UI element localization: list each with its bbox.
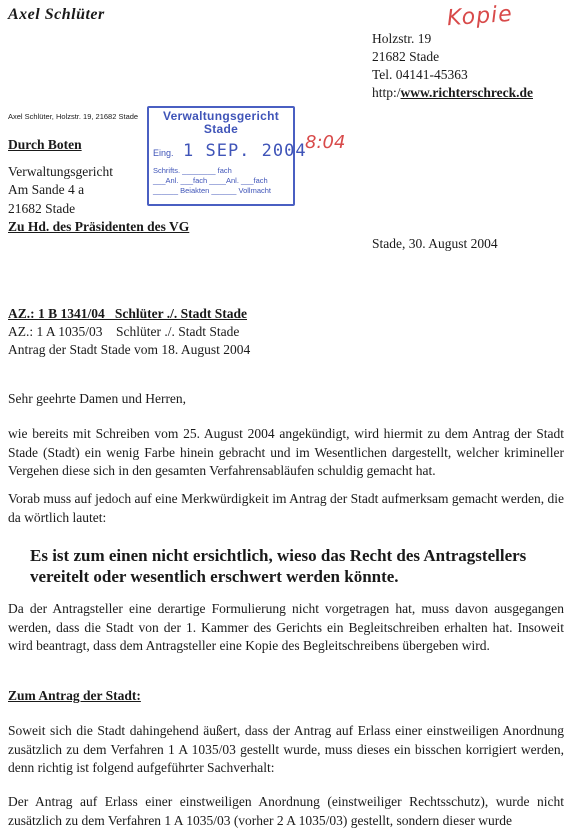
letter-date: Stade, 30. August 2004 <box>372 236 498 251</box>
quoted-statement: Es ist zum einen nicht ersichtlich, wieso das Recht des Antragstellers vereitelt oder wesentlich erschwert werden könnte. <box>30 546 527 586</box>
stamp-court-line1: Verwaltungsgericht <box>162 109 280 123</box>
sender-city: 21682 Stade <box>372 49 440 64</box>
recipient-attention: Zu Hd. des Präsidenten des VG <box>8 219 190 234</box>
reference-line-2: AZ.: 1 A 1035/03 Schlüter ./. Stadt Stade <box>8 324 240 339</box>
return-address-line: Axel Schlüter, Holzstr. 19, 21682 Stade <box>8 112 139 121</box>
sender-phone: Tel. 04141-45363 <box>372 67 468 82</box>
kopie-handwritten-note: Kopie <box>446 1 514 32</box>
stamp-row-2: ___Anl. ___fach ____Anl. ___fach <box>153 176 268 185</box>
sender-website-link[interactable]: www.richterschreck.de <box>400 85 533 100</box>
handwritten-time: 8:04 <box>305 132 346 153</box>
paragraph-1: wie bereits mit Schreiben vom 25. August 2004 angekündigt, wird hiermit zu dem Antrag der Stadt Stade (Stadt) ein wenig Farbe hinein gebracht und im Wesentlichen dargestellt, welcher krimineller Vergehen diese sich in den gesamten Verfahrensabläufen schuldig gemacht hat. <box>8 426 564 478</box>
salutation: Sehr geehrte Damen und Herren, <box>8 391 187 406</box>
paragraph-2: Vorab muss auf jedoch auf eine Merkwürdigkeit im Antrag der Stadt aufmerksam gemacht werden, die da wörtlich lautet: <box>8 491 564 525</box>
recipient-block <box>8 136 189 237</box>
section-heading: Zum Antrag der Stadt: <box>8 688 141 703</box>
recipient-line-2: Am Sande 4 a <box>8 182 85 197</box>
sender-name: Axel Schlüter <box>8 6 105 23</box>
stamp-date: 1 SEP. 2004 <box>183 141 307 161</box>
sender-street: Holzstr. 19 <box>372 31 432 46</box>
paragraph-3: Da der Antragsteller eine derartige Formulierung nicht vorgetragen hat, muss davon ausgegangen werden, dass die Stadt von der 1. Kammer des Gerichts ein Begleitschreiben erhalten hat. Insoweit wird beantragt, dass dem Antragsteller eine Kopie des Begleitschreibens übergeben wird. <box>8 601 564 653</box>
reference-block <box>8 305 250 359</box>
reference-line-1: AZ.: 1 B 1341/04 Schlüter ./. Stadt Stade <box>8 306 248 321</box>
stamp-court-name <box>149 110 293 136</box>
stamp-court-line2: Stade <box>203 122 239 136</box>
paragraph-4: Soweit sich die Stadt dahingehend äußert, dass der Antrag auf Erlass einer einstweiligen Anordnung zusätzlich zu dem Verfahren 1 A 1035/03 gestellt wurde, muss dieses ein bisschen korrigiert werden, denn richtig ist folgend aufgeführter Sachverhalt: <box>8 723 564 775</box>
sender-address <box>372 30 533 102</box>
reference-line-3: Antrag der Stadt Stade vom 18. August 2004 <box>8 342 251 357</box>
stamp-eing-label: Eing. <box>153 148 174 158</box>
recipient-line-3: 21682 Stade <box>8 200 76 216</box>
sender-website-line <box>372 84 533 102</box>
recipient-line-1: Verwaltungsgericht <box>8 163 113 179</box>
delivery-method: Durch Boten <box>8 137 82 152</box>
stamp-row-1: Schrifts. ________ fach <box>153 166 232 175</box>
website-prefix: http:/ <box>372 85 401 100</box>
paragraph-5: Der Antrag auf Erlass einer einstweiligen Anordnung (einstweiliger Rechtsschutz), wurde nicht zusätzlich zu dem Verfahren 1 A 1035/03 (vorher 2 A 1035/03) gestellt, sondern dieser wurde <box>8 794 564 828</box>
stamp-row-3: ______ Beiakten ______ Vollmacht <box>153 186 272 195</box>
